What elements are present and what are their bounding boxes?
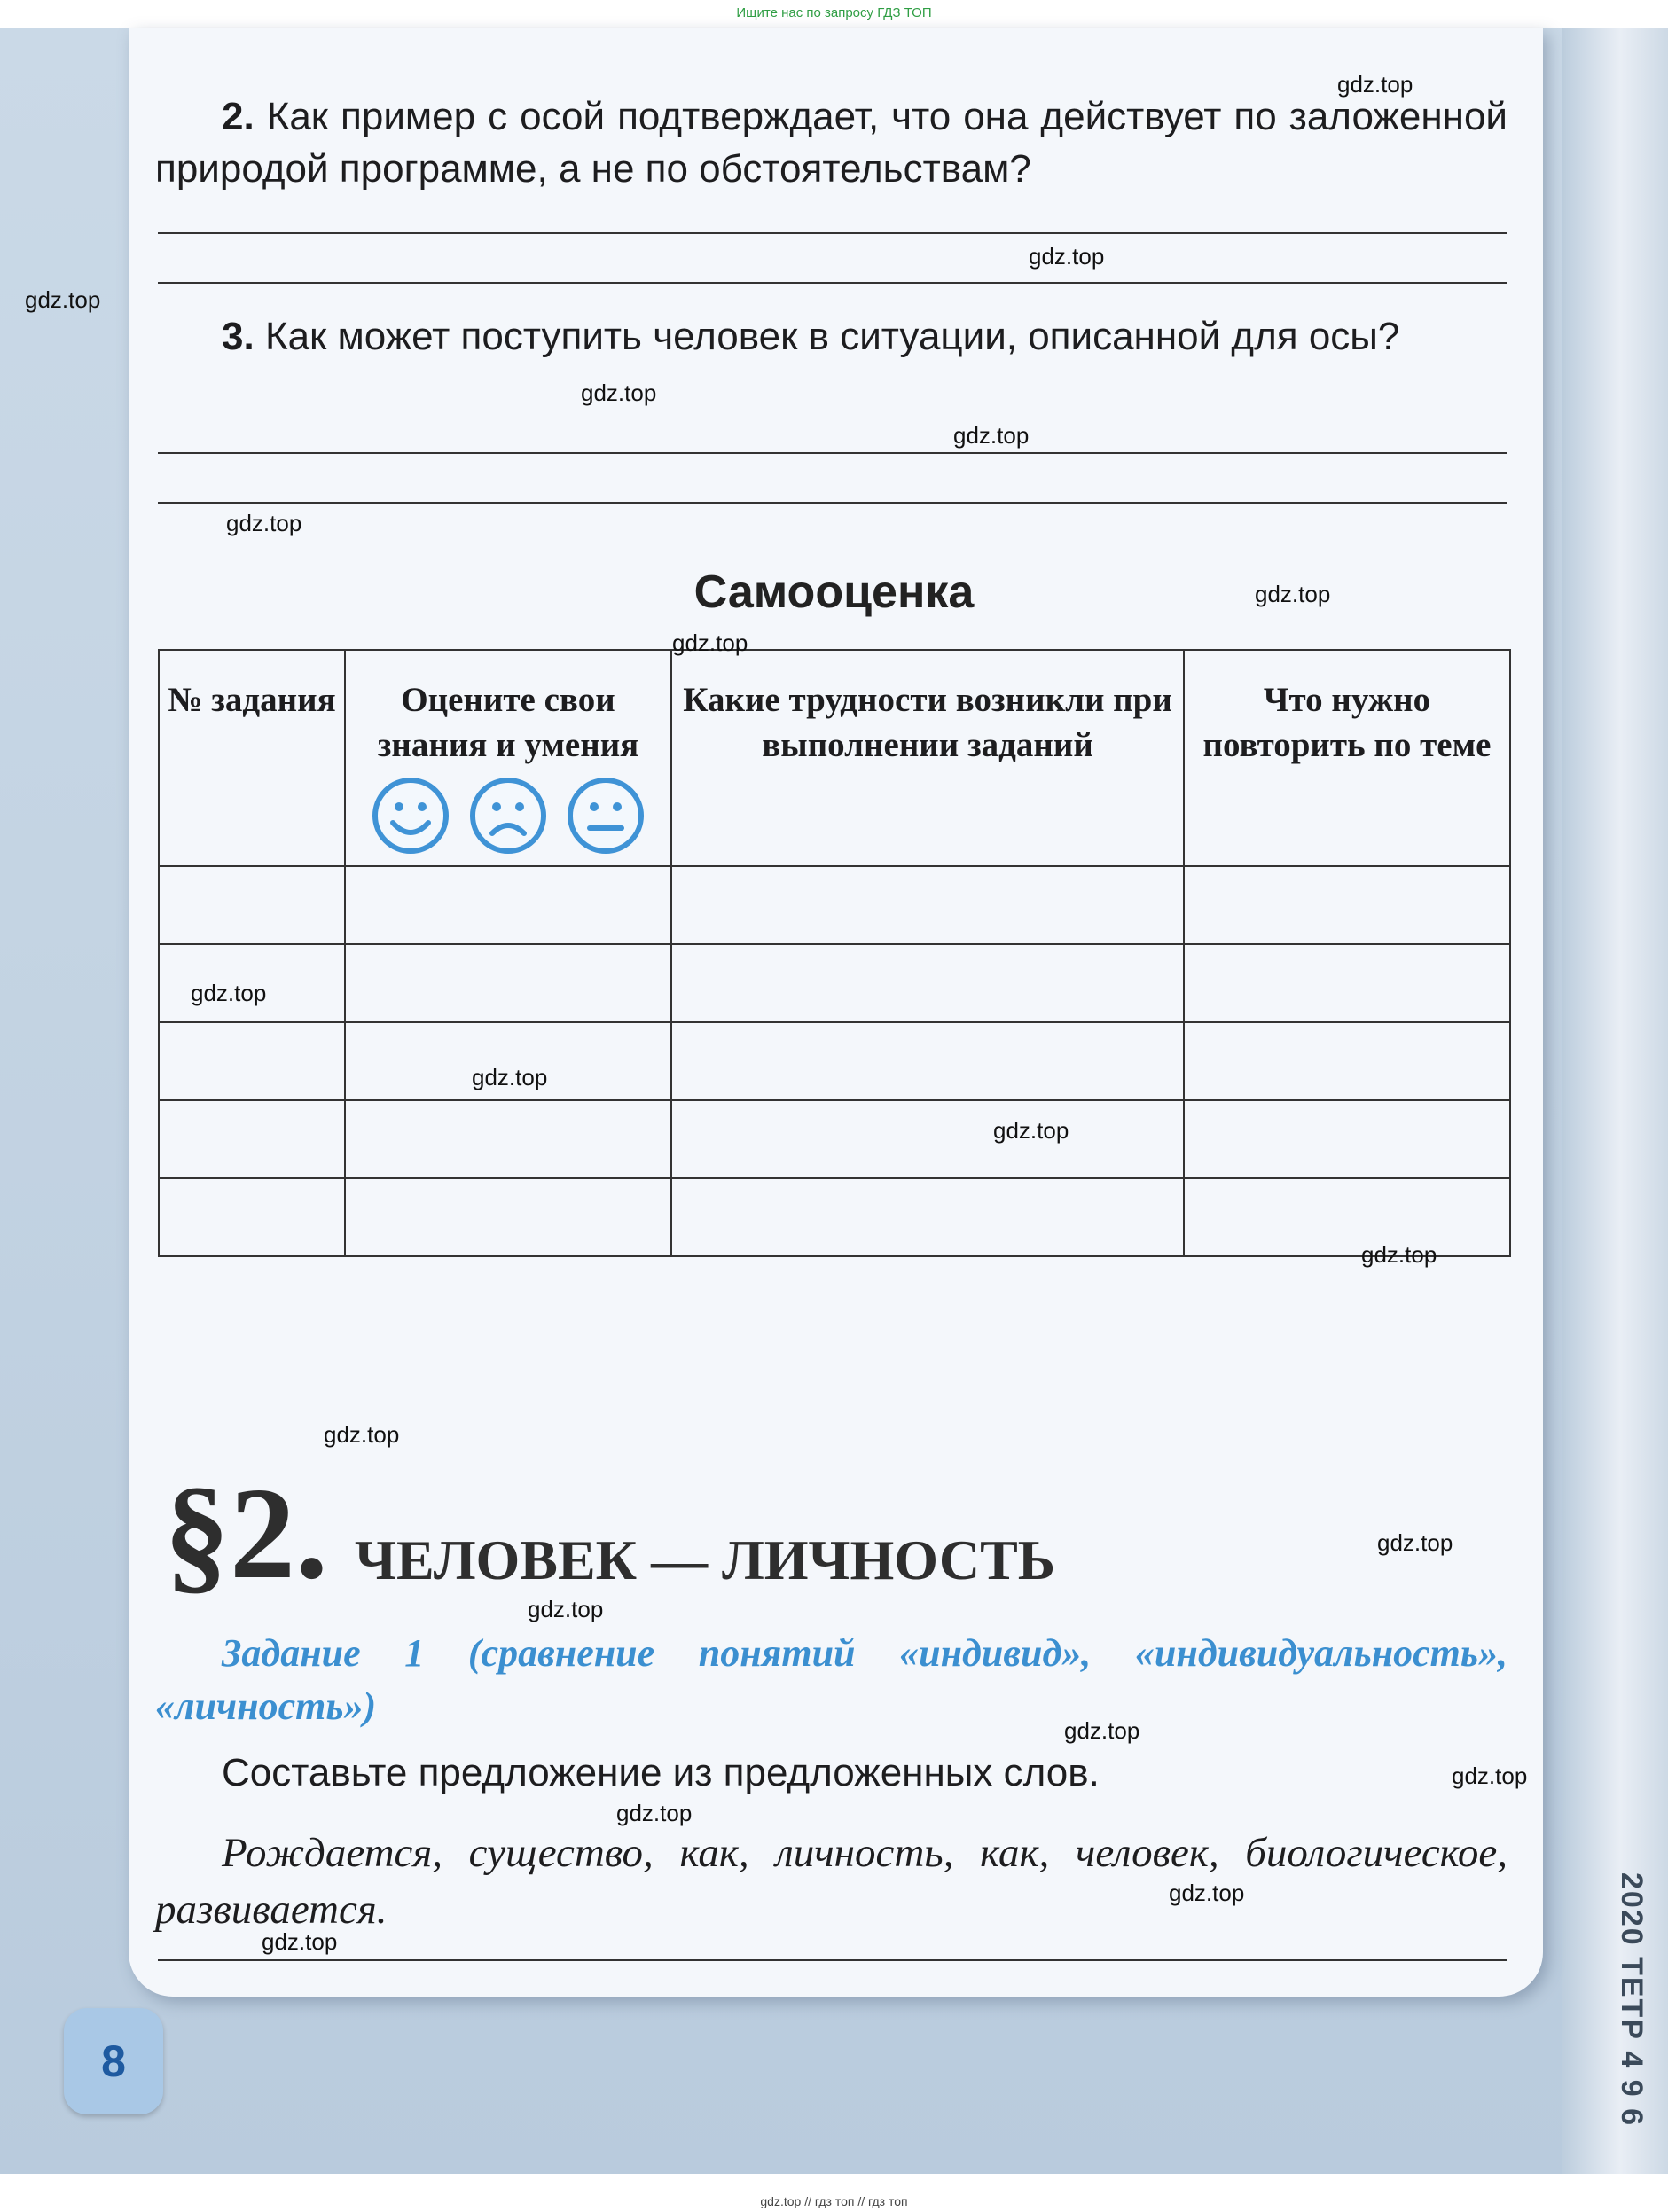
smile-face-icon[interactable]	[370, 775, 451, 856]
question-2-number: 2.	[222, 95, 255, 138]
watermark-text: gdz.top	[993, 1117, 1069, 1144]
watermark-text: gdz.top	[324, 1421, 400, 1448]
sad-face-icon[interactable]	[467, 775, 549, 856]
table-cell[interactable]	[345, 1178, 671, 1256]
table-header-row	[159, 650, 1510, 866]
self-assessment-table	[158, 649, 1511, 1257]
edge-label: 2020 ТЕТР 4 9 6	[1615, 1872, 1648, 2128]
top-search-note: Ищите нас по запросу ГДЗ ТОП	[736, 5, 932, 20]
question-3	[155, 310, 1507, 363]
watermark-text: gdz.top	[472, 1064, 548, 1090]
table-cell[interactable]	[345, 944, 671, 1022]
watermark-text: gdz.top	[1169, 1880, 1245, 1906]
header-difficulties: Какие трудности возникли при выполнении заданий	[671, 650, 1184, 866]
neutral-face-icon[interactable]	[565, 775, 646, 856]
table-cell[interactable]	[671, 1100, 1184, 1178]
watermark-text: gdz.top	[1255, 581, 1331, 607]
section-title: ЧЕЛОВЕК — ЛИЧНОСТЬ	[355, 1528, 1056, 1591]
table-cell[interactable]	[1184, 866, 1510, 944]
table-cell[interactable]	[1184, 1178, 1510, 1256]
page-number: 8	[64, 2008, 163, 2114]
answer-line[interactable]	[158, 502, 1507, 504]
table-cell[interactable]	[159, 1022, 345, 1100]
table-cell[interactable]	[1184, 1022, 1510, 1100]
watermark-text: gdz.top	[1064, 1717, 1140, 1744]
watermark-text: gdz.top	[226, 510, 302, 536]
table-cell[interactable]	[345, 1100, 671, 1178]
section-heading	[164, 1458, 1055, 1609]
bottom-note: gdz.top // гдз топ // гдз топ	[760, 2194, 908, 2208]
watermark-text: gdz.top	[262, 1928, 338, 1955]
watermark-text: gdz.top	[1337, 71, 1413, 98]
task-words: Рождается, существо, как, личность, как, человек, биологическое, развивается.	[155, 1830, 1507, 1933]
task-1-text: (сравнение понятий «индивид», «индивидуальность», «личность»)	[155, 1631, 1507, 1728]
watermark-text: gdz.top	[1377, 1529, 1453, 1556]
task-1-heading	[155, 1627, 1507, 1733]
watermark-text: gdz.top	[1452, 1763, 1528, 1789]
rating-faces	[346, 775, 670, 856]
table-cell[interactable]	[1184, 944, 1510, 1022]
watermark-text: gdz.top	[1029, 243, 1105, 270]
table-cell[interactable]	[159, 866, 345, 944]
question-3-number: 3.	[222, 315, 255, 358]
table-cell[interactable]	[159, 1100, 345, 1178]
table-row	[159, 1022, 1510, 1100]
table-cell[interactable]	[1184, 1100, 1510, 1178]
table-cell[interactable]	[159, 1178, 345, 1256]
header-rate-knowledge	[345, 650, 671, 866]
table-row	[159, 1178, 1510, 1256]
table-row	[159, 866, 1510, 944]
watermark-text: gdz.top	[953, 422, 1030, 449]
self-assessment-title: Самооценка	[693, 567, 975, 618]
table-cell[interactable]	[671, 866, 1184, 944]
answer-line[interactable]	[158, 452, 1507, 454]
answer-line[interactable]	[158, 232, 1507, 234]
watermark-text: gdz.top	[1361, 1241, 1437, 1268]
question-2-text: Как пример с осой подтверждает, что она действует по заложенной природой программе, а не по обстоятельствам?	[155, 95, 1507, 191]
table-row	[159, 944, 1510, 1022]
header-to-repeat: Что нужно повторить по теме	[1184, 650, 1510, 866]
table-cell[interactable]	[345, 866, 671, 944]
task-instruction: Составьте предложение из предложенных слов.	[222, 1751, 1100, 1794]
answer-line[interactable]	[158, 1959, 1507, 1961]
section-symbol: §2.	[164, 1461, 328, 1606]
table-cell[interactable]	[671, 1178, 1184, 1256]
watermark-text: gdz.top	[191, 980, 267, 1006]
watermark-text: gdz.top	[616, 1800, 693, 1826]
watermark-text: gdz.top	[25, 286, 101, 313]
task-1-label: Задание 1	[222, 1631, 425, 1675]
answer-line[interactable]	[158, 282, 1507, 284]
table-cell[interactable]	[671, 944, 1184, 1022]
watermark-text: gdz.top	[672, 629, 748, 656]
table-cell[interactable]	[671, 1022, 1184, 1100]
watermark-text: gdz.top	[528, 1596, 604, 1622]
header-rate-knowledge-label: Оцените свои знания и умения	[377, 681, 639, 764]
question-3-text: Как может поступить человек в ситуации, описанной для осы?	[264, 315, 1400, 358]
table-row	[159, 1100, 1510, 1178]
header-task-number: № задания	[159, 650, 345, 866]
watermark-text: gdz.top	[581, 379, 657, 406]
question-2	[155, 90, 1507, 195]
